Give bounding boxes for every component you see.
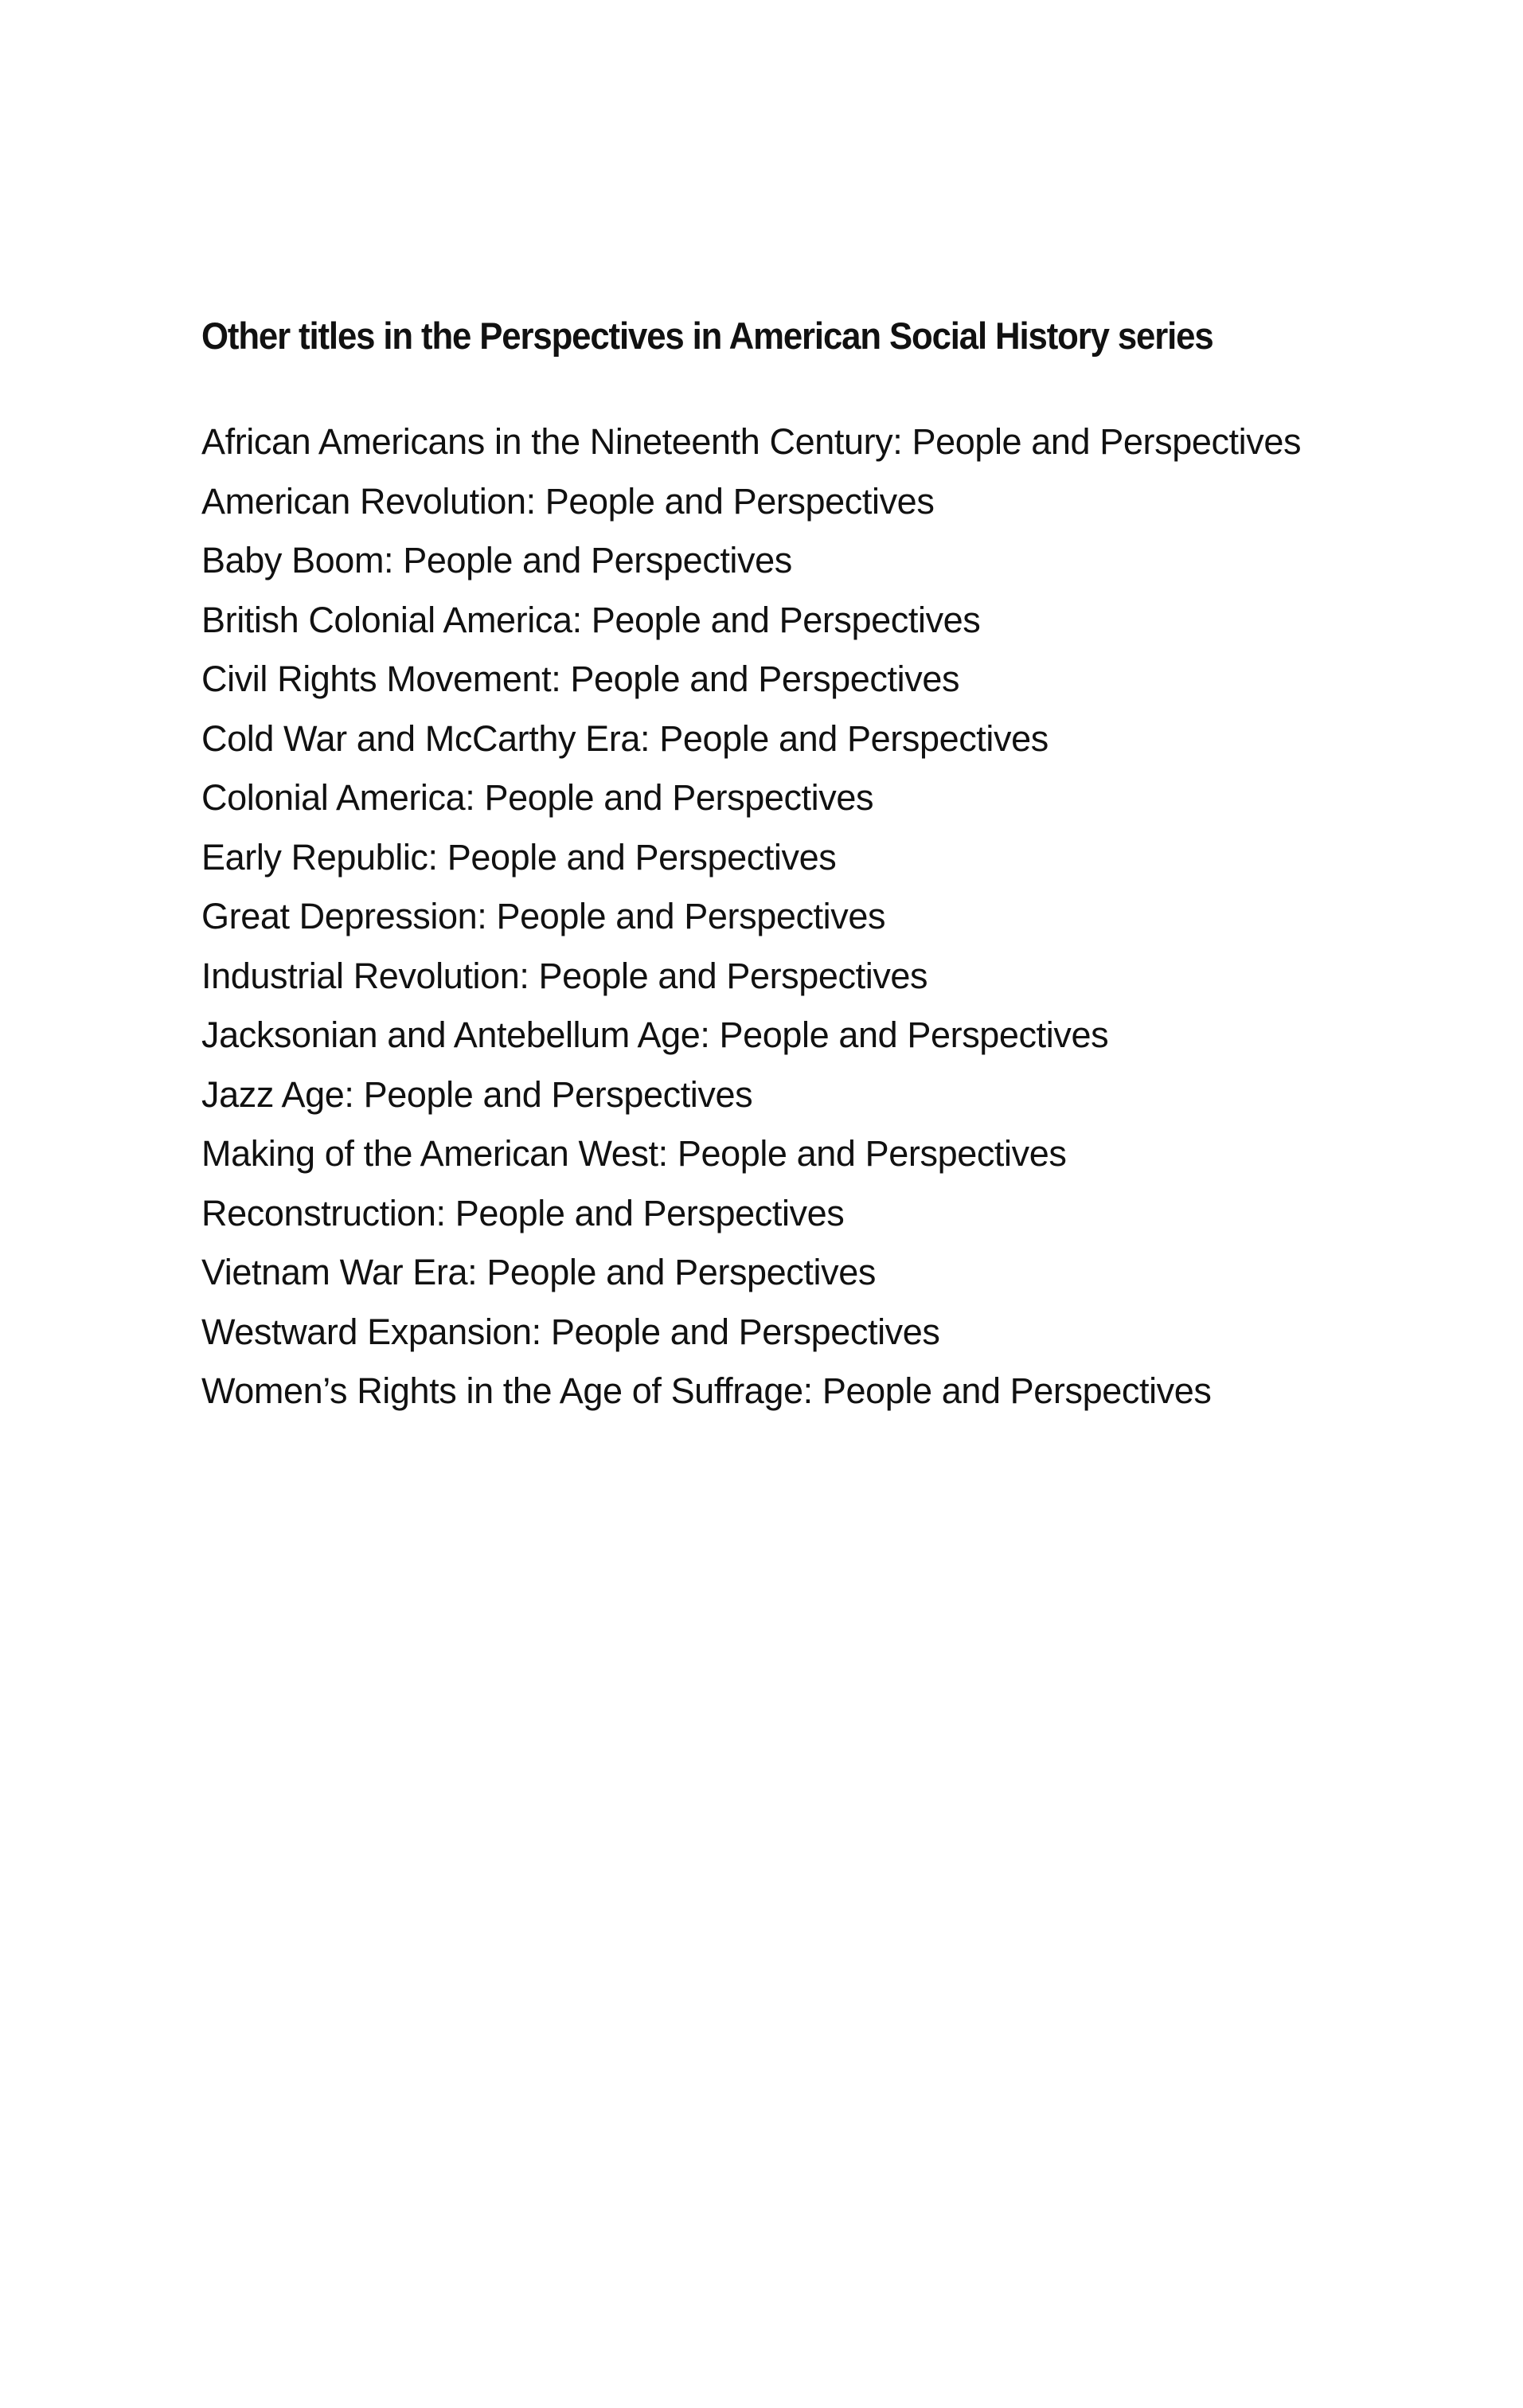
series-title-item: Women’s Rights in the Age of Suffrage: People and Perspectives bbox=[201, 1370, 1212, 1411]
series-title-item: Baby Boom: People and Perspectives bbox=[201, 540, 792, 580]
series-title-item: Jazz Age: People and Perspectives bbox=[201, 1073, 753, 1115]
series-title-item: Reconstruction: People and Perspectives bbox=[201, 1192, 845, 1233]
series-title-item: Westward Expansion: People and Perspectives bbox=[201, 1311, 940, 1352]
series-heading: Other titles in the Perspectives in American Social History series bbox=[201, 315, 1213, 357]
series-title-item: Industrial Revolution: People and Perspectives bbox=[201, 955, 928, 996]
series-title-item: Colonial America: People and Perspectives bbox=[201, 777, 874, 818]
series-titles-list bbox=[201, 412, 1301, 1421]
series-title-item: Early Republic: People and Perspectives bbox=[201, 836, 837, 878]
series-title-item: Jacksonian and Antebellum Age: People and Perspectives bbox=[201, 1014, 1109, 1055]
series-title-item: Cold War and McCarthy Era: People and Perspectives bbox=[201, 717, 1049, 759]
series-title-item: African Americans in the Nineteenth Century: People and Perspectives bbox=[201, 421, 1302, 462]
series-title-item: British Colonial America: People and Perspectives bbox=[201, 599, 981, 640]
series-title-item: Civil Rights Movement: People and Perspectives bbox=[201, 659, 960, 699]
series-title-item: American Revolution: People and Perspectives bbox=[201, 480, 935, 522]
series-title-item: Great Depression: People and Perspectives bbox=[201, 896, 886, 936]
series-title-item: Making of the American West: People and Perspectives bbox=[201, 1133, 1067, 1174]
series-title-item: Vietnam War Era: People and Perspectives bbox=[201, 1252, 876, 1292]
